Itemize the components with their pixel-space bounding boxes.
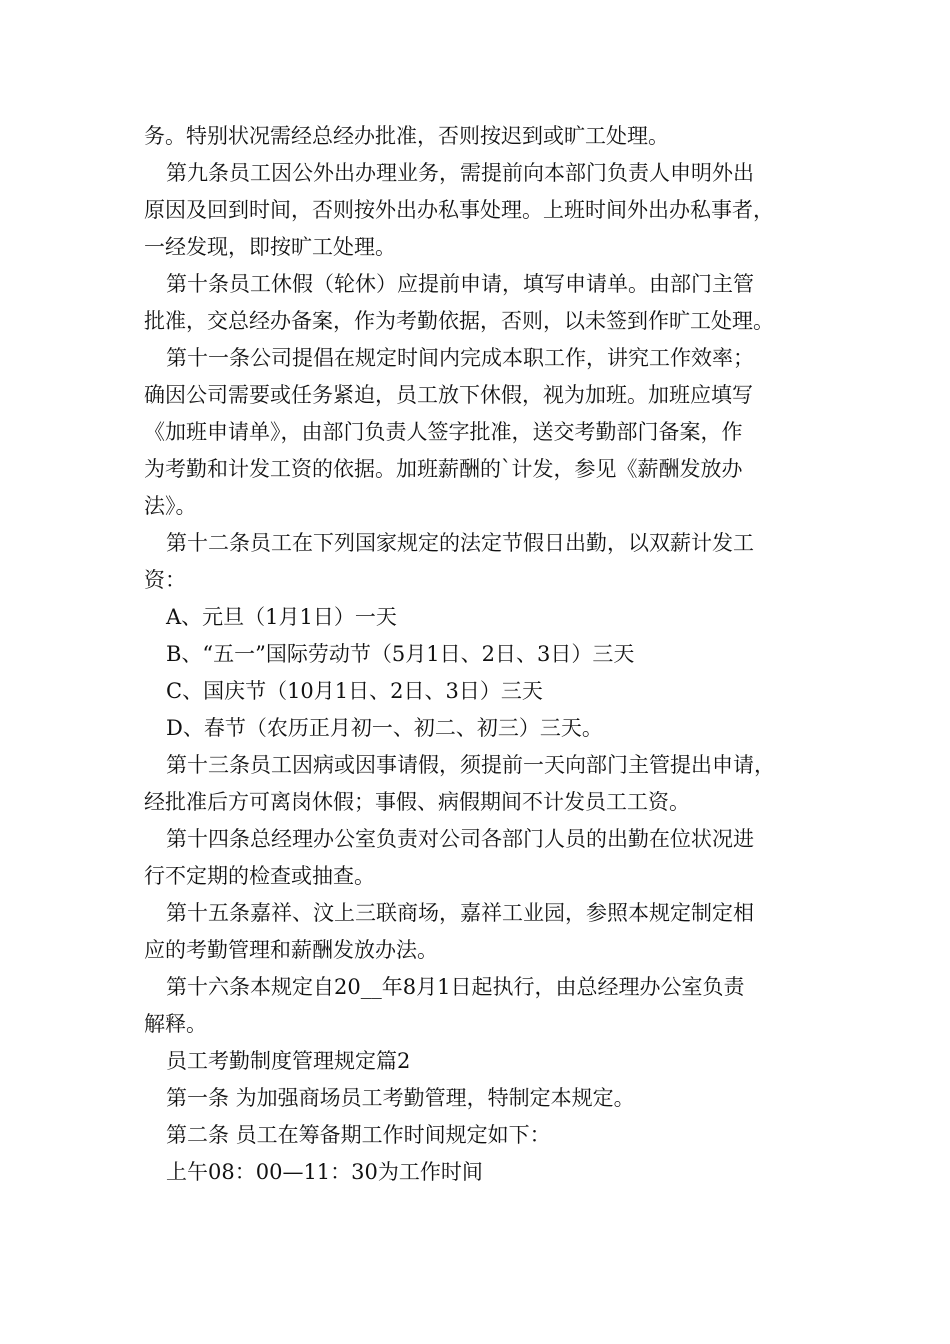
text-line: 法》。 — [144, 494, 197, 518]
text-line: 资： — [144, 568, 186, 592]
text-line: 行不定期的检查或抽查。 — [144, 864, 375, 888]
text-line: 第十一条公司提倡在规定时间内完成本职工作，讲究工作效率； — [166, 346, 754, 370]
text-line: 确因公司需要或任务紧迫，员工放下休假，视为加班。加班应填写 — [144, 383, 753, 407]
text-line: 第一条 为加强商场员工考勤管理，特制定本规定。 — [166, 1086, 635, 1110]
text-line: 第二条 员工在筹备期工作时间规定如下： — [166, 1123, 551, 1147]
text-line: 第十四条总经理办公室负责对公司各部门人员的出勤在位状况进 — [166, 827, 754, 851]
text-line: 经批准后方可离岗休假；事假、病假期间不计发员工工资。 — [144, 790, 690, 814]
text-line: 第十二条员工在下列国家规定的法定节假日出勤，以双薪计发工 — [166, 531, 754, 555]
text-line: 应的考勤管理和薪酬发放办法。 — [144, 938, 438, 962]
text-line: 第十条员工休假（轮休）应提前申请，填写申请单。由部门主管 — [166, 272, 754, 296]
text-line: 解释。 — [144, 1012, 207, 1036]
text-line: 员工考勤制度管理规定篇2 — [166, 1049, 411, 1073]
text-line: 批准，交总经办备案，作为考勤依据，否则，以未签到作旷工处理。 — [144, 309, 774, 333]
text-line: 第十六条本规定自20__年8月1日起执行，由总经理办公室负责 — [166, 975, 745, 999]
text-line: 为考勤和计发工资的依据。加班薪酬的`计发，参见《薪酬发放办 — [144, 457, 743, 481]
text-line: 务。特别状况需经总经办批准，否则按迟到或旷工处理。 — [144, 124, 669, 148]
text-line: 第九条员工因公外出办理业务，需提前向本部门负责人申明外出 — [166, 161, 754, 185]
text-line: 第十五条嘉祥、汶上三联商场，嘉祥工业园，参照本规定制定相 — [166, 901, 754, 925]
text-line: 一经发现，即按旷工处理。 — [144, 235, 396, 259]
text-line: 原因及回到时间，否则按外出办私事处理。上班时间外出办私事者， — [144, 198, 774, 222]
text-line: A、元旦（1月1日）一天 — [166, 605, 397, 629]
text-line: 《加班申请单》，由部门负责人签字批准，送交考勤部门备案，作 — [144, 420, 743, 444]
text-line: B、“五一”国际劳动节（5月1日、2日、3日）三天 — [166, 642, 635, 666]
text-line: 第十三条员工因病或因事请假，须提前一天向部门主管提出申请， — [166, 753, 775, 777]
text-line: C、国庆节（10月1日、2日、3日）三天 — [166, 679, 543, 703]
text-line: 上午08：00—11：30为工作时间 — [166, 1160, 483, 1184]
document-body — [144, 118, 814, 1191]
text-line: D、春节（农历正月初一、初二、初三）三天。 — [166, 716, 603, 740]
